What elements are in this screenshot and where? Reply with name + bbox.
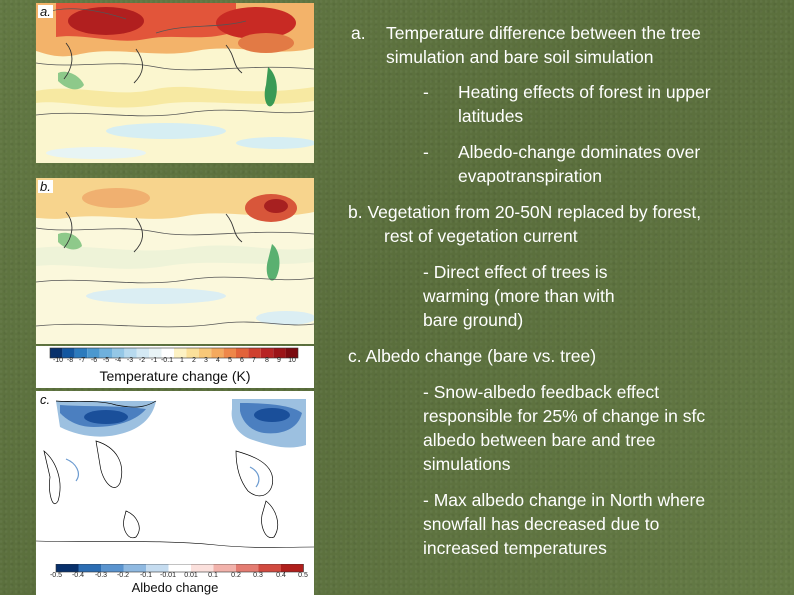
temp-tick: 6	[240, 357, 244, 364]
temp-tick: -10	[52, 357, 64, 364]
temp-tick: -4	[114, 357, 122, 364]
bullet-b-sub1-line3: bare ground)	[423, 310, 524, 330]
bullet-c-sub2-line1: - Max albedo change in North where	[423, 490, 706, 510]
bullet-c-sub2-line2: snowfall has decreased due to	[423, 514, 660, 534]
bullet-a-line2: simulation and bare soil simulation	[386, 47, 654, 67]
albedo-tick: 0.3	[253, 572, 263, 579]
map-panel-c	[36, 391, 314, 563]
bullet-a-sub2-dash: -	[423, 142, 429, 162]
figure-column	[36, 0, 318, 595]
albedo-map-c	[36, 391, 314, 563]
temp-tick: 8	[265, 357, 269, 364]
albedo-tick: 0.01	[184, 572, 198, 579]
albedo-colorbar	[36, 563, 314, 595]
bullet-b-line2: rest of vegetation current	[384, 226, 578, 246]
albedo-tick: 0.4	[276, 572, 286, 579]
albedo-tick: -0.4	[71, 572, 85, 579]
temp-tick: -5	[102, 357, 110, 364]
map-panel-a	[36, 3, 314, 163]
temp-tick: 2	[192, 357, 196, 364]
temp-tick: -1	[150, 357, 158, 364]
albedo-tick: 0.5	[298, 572, 308, 579]
temp-tick: 1	[180, 357, 184, 364]
bullet-c-line1: c. Albedo change (bare vs. tree)	[348, 346, 597, 366]
albedo-tick: -0.2	[116, 572, 130, 579]
temperature-map-a	[36, 3, 314, 163]
bullet-a-line1: Temperature difference between the tree	[386, 23, 701, 43]
temp-tick: 3	[204, 357, 208, 364]
temp-tick: -7	[78, 357, 86, 364]
bullet-c-sub1-line3: albedo between bare and tree	[423, 430, 656, 450]
bullet-a-sub2-line1: Albedo-change dominates over	[458, 142, 701, 162]
temp-tick: 7	[252, 357, 256, 364]
temp-tick: 5	[228, 357, 232, 364]
temp-tick: 4	[216, 357, 220, 364]
bullet-c-sub2-line3: increased temperatures	[423, 538, 607, 558]
panel-a-label: a.	[40, 4, 51, 19]
bullet-a-sub1-line1: Heating effects of forest in upper	[458, 82, 711, 102]
bullet-c-sub1-line2: responsible for 25% of change in sfc	[423, 406, 706, 426]
temp-tick: 9	[277, 357, 281, 364]
temp-tick: -2	[138, 357, 146, 364]
temperature-colorbar-title: Temperature change (K)	[99, 368, 251, 384]
albedo-tick: -0.1	[139, 572, 153, 579]
albedo-tick: -0.5	[49, 572, 63, 579]
albedo-tick: -0.3	[94, 572, 108, 579]
temp-tick: -6	[90, 357, 98, 364]
bullet-c-sub1-line4: simulations	[423, 454, 511, 474]
bullet-b-sub1-line2: warming (more than with	[423, 286, 615, 306]
bullet-a-marker: a.	[351, 23, 366, 43]
bullet-a-sub1-line2: latitudes	[458, 106, 524, 126]
temp-tick: 10	[288, 357, 296, 364]
panel-c-label: c.	[40, 392, 51, 407]
temperature-colorbar	[36, 346, 314, 388]
albedo-tick: -0.01	[160, 572, 176, 579]
map-panel-b	[36, 178, 314, 344]
temperature-colorbar-ticks	[36, 357, 314, 367]
temp-tick: -0.1	[160, 357, 174, 364]
bullet-b-line1: b. Vegetation from 20-50N replaced by forest,	[348, 202, 702, 222]
temp-tick: -8	[66, 357, 74, 364]
bullet-a-sub2-line2: evapotranspiration	[458, 166, 602, 186]
albedo-tick: 0.1	[208, 572, 218, 579]
bullet-a-sub1-dash: -	[423, 82, 429, 102]
bullet-c-sub1-line1: - Snow-albedo feedback effect	[423, 382, 660, 402]
albedo-tick: 0.2	[231, 572, 241, 579]
bullet-b-sub1-line1: - Direct effect of trees is	[423, 262, 608, 282]
panel-b-label: b.	[40, 179, 51, 194]
temp-tick: -3	[126, 357, 134, 364]
temperature-map-b	[36, 178, 314, 344]
albedo-colorbar-title: Albedo change	[131, 580, 219, 595]
